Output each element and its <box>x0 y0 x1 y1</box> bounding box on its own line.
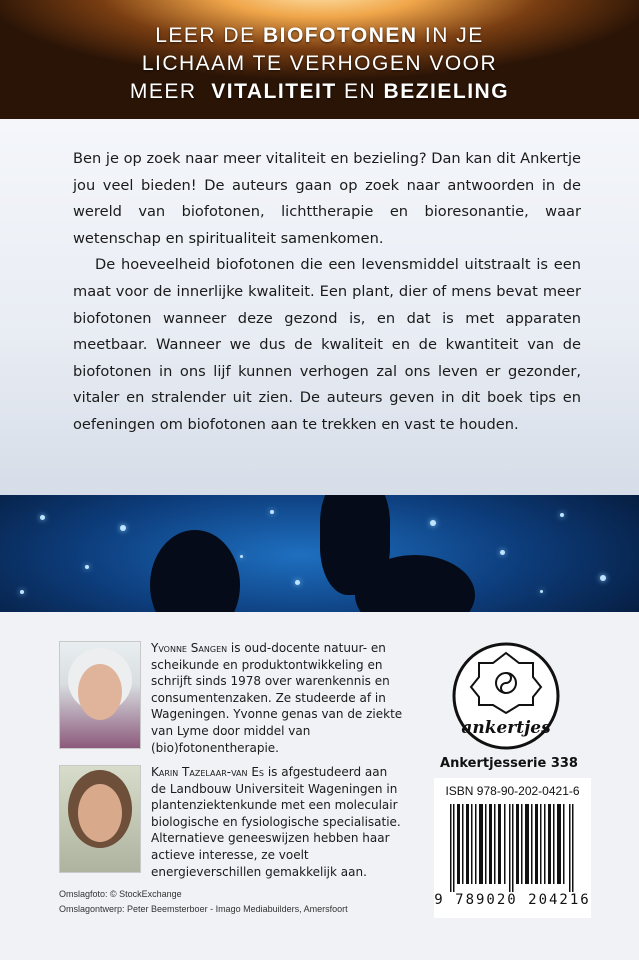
banner-text: MEER <box>129 80 212 103</box>
author-bio-text: is oud-docente natuur- en scheikunde en produktontwikkeling en schrijft sinds 1978 over warenkennis en consumentenzaken. Ze studeerde af in Wageningen. Yvonne genas van de ziekte van Lyme door middel van (bio)fotonentherapie. <box>151 641 403 755</box>
title-banner <box>0 0 639 119</box>
light-particle <box>20 590 24 594</box>
author-bio-text: is afgestudeerd aan de Landbouw Universiteit Wageningen in plantenziektenkunde met een moleculair biologische en fysiologische specialisatie. Alternatieve geneeswijzen hebben haar actieve interesse, ze voelt energieverschillen gemakkelijk aan. <box>151 765 401 879</box>
blurb-text <box>73 146 581 439</box>
banner-text: LEER DE <box>155 24 263 47</box>
light-particle <box>85 565 89 569</box>
cover-photo-strip <box>0 495 639 612</box>
light-particle <box>240 555 243 558</box>
light-particle <box>40 515 45 520</box>
banner-line-2: LICHAAM TE VERHOGEN VOOR <box>141 52 498 75</box>
light-particle <box>120 525 126 531</box>
light-particle <box>600 575 606 581</box>
light-particle <box>540 590 543 593</box>
author-bio-karin <box>151 764 406 880</box>
light-particle <box>430 520 436 526</box>
design-credit: Omslagontwerp: Peter Beemsterboer - Imago Mediabuilders, Amersfoort <box>59 904 348 914</box>
banner-bold-vitaliteit: VITALITEIT <box>211 80 337 103</box>
banner-bold-bezieling: BEZIELING <box>383 80 510 103</box>
logo-text: ankertjes <box>461 718 551 738</box>
author-name: Karin Tazelaar-van Es <box>151 765 264 779</box>
banner-bold-biofotonen: BIOFOTONEN <box>262 24 418 47</box>
blurb-paragraph-2: De hoeveelheid biofotonen die een levensmiddel uitstraalt is een maat voor de innerlijke kwaliteit. Een plant, dier of mens bevat meer biofotonen wanneer deze gezond is, en dat is met apparaten meetbaar. Wanneer we dus de kwaliteit en de kwantiteit van de biofotonen in ons lijf kunnen verhogen zal ons leven er gezonder, vitaler en stralender uit zien. De auteurs geven in dit boek tips en oefeningen om biofotonen aan te trekken en vast te houden. <box>73 256 581 433</box>
author-photo-yvonne <box>59 641 141 749</box>
light-particle <box>560 513 564 517</box>
isbn-label: ISBN 978-90-202-0421-6 <box>445 784 580 798</box>
banner-text: EN <box>336 80 384 103</box>
photo-credit: Omslagfoto: © StockExchange <box>59 889 182 899</box>
blurb-paragraph-1: Ben je op zoek naar meer vitaliteit en bezieling? Dan kan dit Ankertje jou veel bieden! De auteurs gaan op zoek naar antwoorden in de wereld van biofotonen, lichttherapie en bioresonantie, waar wetenschap en spiritualiteit samenkomen. <box>73 150 581 247</box>
author-name: Yvonne Sangen <box>151 641 228 655</box>
banner-line-3 <box>0 78 639 106</box>
isbn-barcode <box>434 778 591 918</box>
light-particle <box>270 510 274 514</box>
author-bio-yvonne <box>151 640 406 756</box>
face-shape <box>78 784 122 842</box>
ankertjes-logo <box>451 641 561 751</box>
barcode-bars <box>444 804 581 892</box>
series-number: Ankertjesserie 338 <box>440 756 578 771</box>
author-photo-karin <box>59 765 141 873</box>
banner-line-1 <box>0 22 639 50</box>
banner-text: IN JE <box>417 24 484 47</box>
light-particle <box>295 580 300 585</box>
face-shape <box>78 664 122 720</box>
barcode-digits: 9 789020 204216 <box>434 892 591 908</box>
hand-silhouette <box>150 530 240 612</box>
light-particle <box>500 550 505 555</box>
